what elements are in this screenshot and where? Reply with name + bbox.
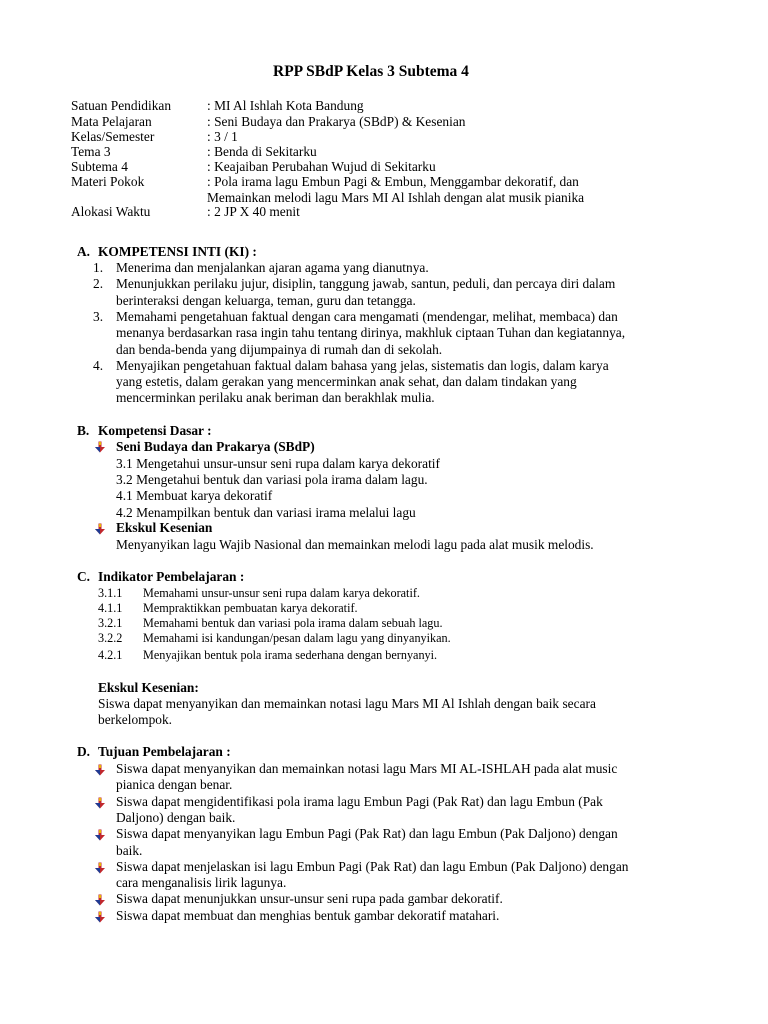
ki-item-number: 4. (93, 357, 104, 373)
ki-item-number: 2. (93, 276, 104, 292)
indikator-code: 4.2.1 (98, 648, 123, 662)
ki-item-text: menanya berdasarkan rasa ingin tahu tentang dirinya, makhluk ciptaan Tuhan dan kegiatannya, (116, 325, 626, 341)
section-heading-tujuan: Tujuan Pembelajaran : (98, 744, 231, 759)
ki-item-text: dan benda-benda yang dijumpainya di rumah dan di sekolah. (116, 341, 443, 357)
ki-item-text: Menunjukkan perilaku jujur, disiplin, tanggung jawab, santun, peduli, dan percaya diri dalam (116, 276, 616, 292)
tujuan-item-text: Siswa dapat menyanyikan dan memainkan notasi lagu Mars MI AL-ISHLAH pada alat music (116, 761, 618, 776)
arrow-bullet-icon (94, 862, 106, 874)
section-marker: C. (77, 569, 91, 584)
kd-ekskul-heading: Ekskul Kesenian (116, 520, 213, 535)
kd-sbdp-heading: Seni Budaya dan Prakarya (SBdP) (116, 439, 315, 454)
identity-value: : Keajaiban Perubahan Wujud di Sekitarku (207, 159, 436, 174)
indikator-text: Menyajikan bentuk pola irama sederhana dengan bernyanyi. (143, 648, 438, 662)
identity-label: Mata Pelajaran (71, 114, 152, 129)
indikator-code: 3.2.1 (98, 616, 123, 630)
indikator-text: Memahami unsur-unsur seni rupa dalam karya dekoratif. (143, 586, 420, 600)
identity-label: Tema 3 (71, 144, 111, 159)
arrow-bullet-icon (94, 911, 106, 923)
ki-item-text: Menerima dan menjalankan ajaran agama yang dianutnya. (116, 260, 429, 275)
kd-ekskul-text: Menyanyikan lagu Wajib Nasional dan memainkan melodi lagu pada alat musik melodis. (116, 537, 594, 552)
kd-item: 4.2 Menampilkan bentuk dan variasi irama melalui lagu (116, 505, 416, 520)
section-marker: B. (77, 423, 90, 438)
indikator-ekskul-text: berkelompok. (98, 712, 173, 727)
section-marker: D. (77, 744, 91, 759)
identity-value: : Seni Budaya dan Prakarya (SBdP) & Kesenian (207, 114, 466, 129)
indikator-text: Mempraktikkan pembuatan karya dekoratif. (143, 601, 358, 615)
identity-value: : 2 JP X 40 menit (207, 204, 300, 219)
section-heading-indikator: Indikator Pembelajaran : (98, 569, 245, 584)
identity-label: Alokasi Waktu (71, 204, 151, 219)
indikator-ekskul-heading: Ekskul Kesenian: (98, 680, 199, 695)
identity-value: Memainkan melodi lagu Mars MI Al Ishlah dengan alat musik pianika (207, 190, 585, 205)
arrow-bullet-icon (94, 829, 106, 841)
arrow-bullet-icon (94, 523, 106, 535)
section-marker: A. (77, 244, 91, 259)
identity-value: : 3 / 1 (207, 129, 238, 144)
section-heading-ki: KOMPETENSI INTI (KI) : (98, 244, 257, 259)
ki-item-number: 1. (93, 260, 104, 275)
tujuan-item-text: Siswa dapat menunjukkan unsur-unsur seni rupa pada gambar dekoratif. (116, 891, 503, 907)
tujuan-item-text: cara menganalisis lirik lagunya. (116, 875, 287, 891)
identity-label: Kelas/Semester (71, 129, 155, 144)
ki-item-text: Memahami pengetahuan faktual dengan cara mengamati (mendengar, melihat, membaca) dan (116, 308, 618, 324)
arrow-bullet-icon (94, 764, 106, 776)
tujuan-item-text: Siswa dapat membuat dan menghias bentuk gambar dekoratif matahari. (116, 907, 500, 923)
tujuan-item-text: Siswa dapat menyanyikan lagu Embun Pagi (Pak Rat) dan lagu Embun (Pak Daljono) dengan (116, 826, 618, 842)
identity-label: Materi Pokok (71, 174, 145, 189)
identity-label: Subtema 4 (71, 159, 128, 174)
arrow-bullet-icon (94, 894, 106, 906)
kd-item: 3.2 Mengetahui bentuk dan variasi pola irama dalam lagu. (116, 472, 428, 487)
identity-value: : Benda di Sekitarku (207, 144, 317, 159)
ki-item-text: yang estetis, dalam gerakan yang mencerminkan anak sehat, dan dalam tindakan yang (116, 374, 577, 390)
identity-value: : MI Al Ishlah Kota Bandung (207, 98, 364, 113)
identity-value: : Pola irama lagu Embun Pagi & Embun, Menggambar dekoratif, dan (207, 174, 579, 189)
indikator-code: 3.1.1 (98, 586, 123, 600)
kd-item: 4.1 Membuat karya dekoratif (116, 488, 273, 503)
indikator-text: Memahami isi kandungan/pesan dalam lagu yang dinyanyikan. (143, 631, 451, 645)
indikator-ekskul-text: Siswa dapat menyanyikan dan memainkan notasi lagu Mars MI Al Ishlah dengan baik secara (98, 696, 596, 711)
tujuan-item-text: baik. (116, 842, 143, 858)
tujuan-item-text: Daljono) dengan baik. (116, 809, 236, 825)
kd-item: 3.1 Mengetahui unsur-unsur seni rupa dalam karya dekoratif (116, 456, 440, 471)
indikator-code: 4.1.1 (98, 601, 123, 615)
tujuan-item-text: pianica dengan benar. (116, 777, 233, 793)
indikator-text: Memahami bentuk dan variasi pola irama dalam sebuah lagu. (143, 616, 443, 630)
arrow-bullet-icon (94, 441, 106, 453)
tujuan-item-text: Siswa dapat menjelaskan isi lagu Embun Pagi (Pak Rat) dan lagu Embun (Pak Daljono) dengan (116, 858, 629, 874)
page-title: RPP SBdP Kelas 3 Subtema 4 (273, 63, 469, 80)
tujuan-item-text: Siswa dapat mengidentifikasi pola irama lagu Embun Pagi (Pak Rat) dan lagu Embun (Pak (116, 793, 603, 809)
identity-label: Satuan Pendidikan (71, 98, 172, 113)
section-heading-kd: Kompetensi Dasar : (98, 423, 212, 438)
ki-item-text: berinteraksi dengan keluarga, teman, guru dan tetangga. (116, 292, 416, 308)
ki-item-text: mencerminkan perilaku anak beriman dan berakhlak mulia. (116, 390, 435, 406)
ki-item-number: 3. (93, 308, 104, 324)
arrow-bullet-icon (94, 797, 106, 809)
ki-item-text: Menyajikan pengetahuan faktual dalam bahasa yang jelas, sistematis dan logis, dalam karya (116, 357, 609, 373)
indikator-code: 3.2.2 (98, 631, 123, 645)
